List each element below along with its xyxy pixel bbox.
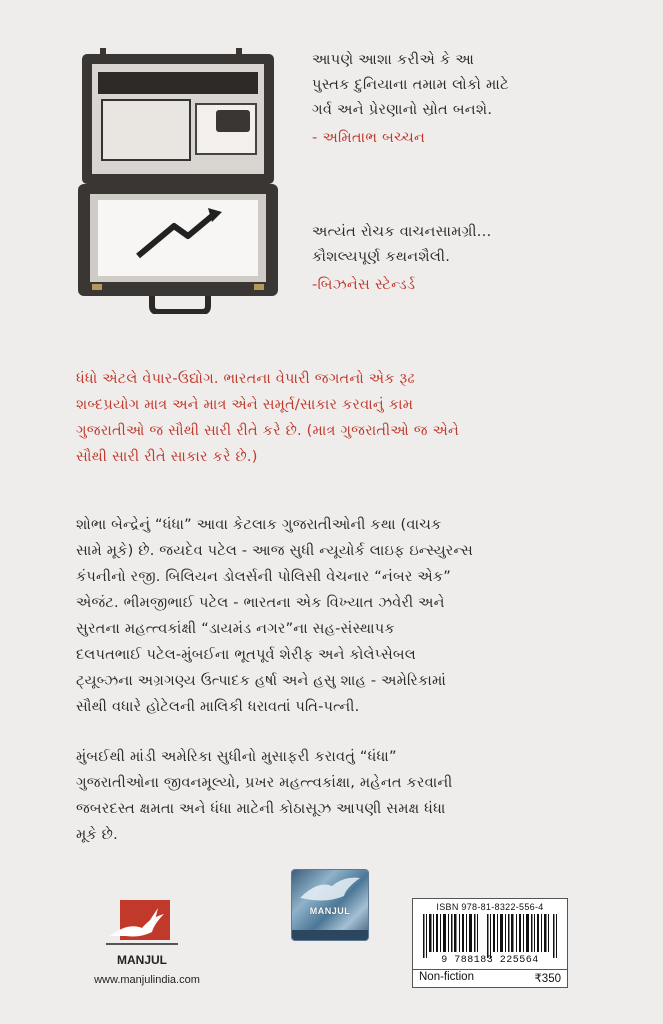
review-quote bbox=[312, 48, 509, 151]
barcode-footer bbox=[413, 969, 567, 987]
category-label: Non-fiction bbox=[419, 971, 474, 983]
paragraph-line: મૂકે છે. bbox=[76, 827, 118, 843]
paragraph-line: સૌથી વધારે હોટેલની માલિકી ધરાવતાં પતિ-પત્ની. bbox=[76, 699, 360, 715]
quote-line: પુસ્તક દુનિયાના તમામ લોકો માટે bbox=[312, 77, 509, 93]
quote-author: - અમિતાભ બચ્ચન bbox=[312, 130, 426, 146]
bird-logo-icon bbox=[106, 900, 178, 950]
quote-line: આપણે આશા કરીએ કે આ bbox=[312, 52, 475, 68]
hologram-strip bbox=[292, 930, 368, 940]
intro-line: શબ્દપ્રયોગ માત્ર અને માત્ર એને સમૂર્ત/સાકાર કરવાનું કામ bbox=[76, 397, 414, 413]
review-quote bbox=[312, 220, 492, 298]
paragraph-line: જબરદસ્ત ક્ષમતા અને ધંધા માટેની કોઠાસૂઝ આપણી સમક્ષ ધંધા bbox=[76, 801, 446, 817]
paragraph-line: શોભા બેન્દ્રેનું “ધંધા” આવા કેટલાક ગુજરાતીઓની કથા (વાચક bbox=[76, 517, 442, 533]
quote-line: અત્યંત રોચક વાચનસામગ્રી... bbox=[312, 224, 492, 240]
paragraph-line: સામે મૂકે) છે. જયદેવ પટેલ - આજ સુધી ન્યૂયોર્ક લાઇફ ઇન્સ્યુરન્સ bbox=[76, 543, 473, 559]
intro-paragraph bbox=[76, 366, 591, 470]
intro-line: ગુજરાતીઓ જ સૌથી સારી રીતે કરે છે. (માત્ર ગુજરાતીઓ જ એને bbox=[76, 423, 459, 439]
description-paragraph bbox=[76, 512, 591, 720]
paragraph-line: એજંટ. ભીમજીભાઈ પટેલ - ભારતના એક વિખ્યાત ઝવેરી અને bbox=[76, 595, 445, 611]
barcode-number: 9 788183 225564 bbox=[441, 955, 539, 966]
barcode-icon bbox=[419, 914, 561, 958]
briefcase-illustration bbox=[76, 44, 286, 314]
price-label: ₹350 bbox=[534, 973, 561, 985]
intro-line: ધંધો એટલે વેપાર-ઉદ્યોગ. ભારતના વેપારી જગતનો એક રૂઢ bbox=[76, 371, 415, 387]
hologram-seal-icon bbox=[292, 870, 368, 940]
quote-line: ગર્વ અને પ્રેરણાનો સ્રોત બનશે. bbox=[312, 102, 493, 118]
description-paragraph bbox=[76, 744, 591, 848]
paragraph-line: ગુજરાતીઓના જીવનમૂલ્યો, પ્રખર મહત્ત્વકાંક્ષા, મહેનત કરવાની bbox=[76, 775, 453, 791]
paragraph-line: કંપનીનો રજી. બિલિયન ડોલર્સની પોલિસી વેચનાર “નંબર એક” bbox=[76, 569, 452, 585]
publisher-name: MANJUL bbox=[117, 953, 167, 967]
hologram-text: MANJUL bbox=[309, 906, 351, 916]
quote-author: -બિઝનેસ સ્ટેન્ડર્ડ bbox=[312, 277, 416, 293]
quote-line: કૌશલ્યપૂર્ણ કથનશૈલી. bbox=[312, 249, 451, 265]
paragraph-line: મુંબઈથી માંડી અમેરિકા સુધીનો મુસાફરી કરાવતું “ધંધા” bbox=[76, 749, 397, 765]
paragraph-line: દલપતભાઈ પટેલ-મુંબઈના ભૂતપૂર્વ શેરીફ અને કોલેપ્સેબલ bbox=[76, 647, 416, 663]
isbn-label: ISBN 978-81-8322-556-4 bbox=[436, 902, 544, 912]
intro-line: સૌથી સારી રીતે સાકાર કરે છે.) bbox=[76, 449, 258, 465]
paragraph-line: સુરતના મહત્ત્વકાંક્ષી “ડાયમંડ નગર”ના સહ-સંસ્થાપક bbox=[76, 621, 395, 637]
publisher-website: www.manjulindia.com bbox=[94, 974, 200, 986]
barcode-panel bbox=[412, 898, 568, 988]
paragraph-line: ટ્યૂબ્ઝના અગ્રગણ્ય ઉત્પાદક હર્ષા અને હસુ શાહ - અમેરિકામાં bbox=[76, 673, 446, 689]
